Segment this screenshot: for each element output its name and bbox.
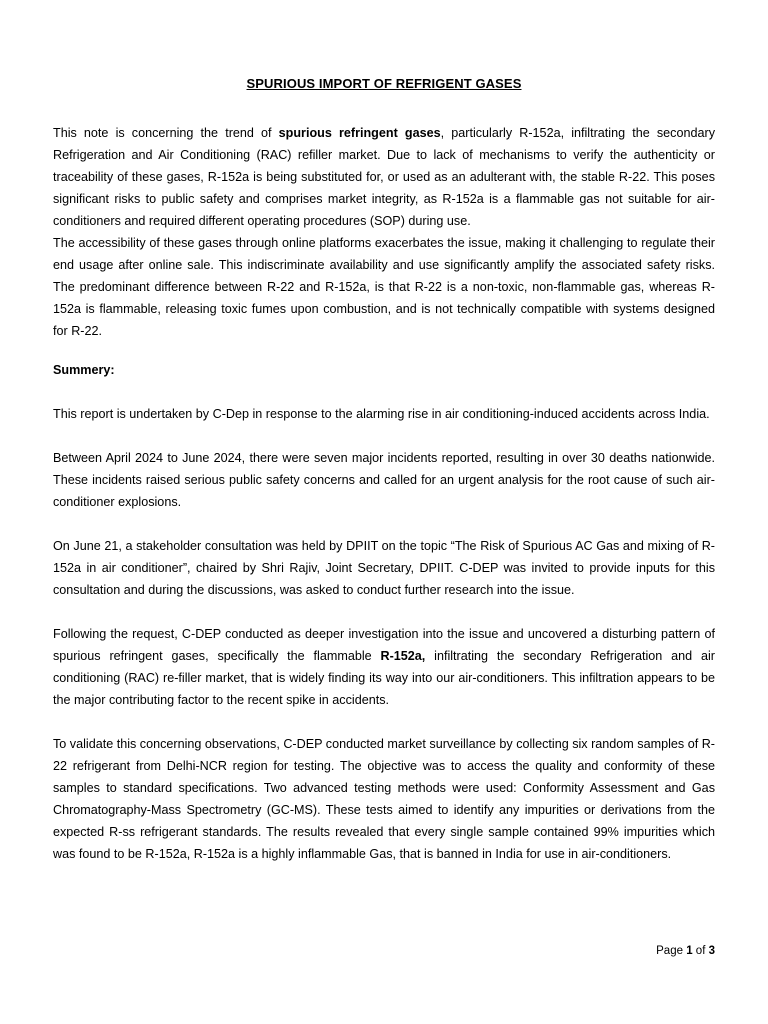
intro-text-end: , particularly R-152a, infiltrating the secondary Refrigeration and Air Conditioning (RAC) refiller market. Due to lack of mechanisms to verify the authenticity or traceability of these gases, R-152a is being substituted for, or used as an adulterant with, the stable R-22. This poses significant risks to public safety and comprises market integrity, as R-152a is a flammable gas not suitable for air-conditioners and required different operating procedures (SOP) during use.	[53, 126, 715, 228]
report-paragraph: This report is undertaken by C-Dep in response to the alarming rise in air conditioning-induced accidents across India.	[53, 407, 710, 421]
document-page	[53, 74, 715, 865]
document-title: SPURIOUS IMPORT OF REFRIGENT GASES	[246, 76, 522, 91]
incidents-paragraph: Between April 2024 to June 2024, there were seven major incidents reported, resulting in over 30 deaths nationwide. These incidents raised serious public safety concerns and called for an urgent analysis for the root cause of such air-conditioner explosions.	[53, 451, 715, 509]
page-number-footer	[656, 943, 715, 959]
consultation-paragraph: On June 21, a stakeholder consultation was held by DPIIT on the topic “The Risk of Spurious AC Gas and mixing of R-152a in air conditioner”, chaired by Shri Rajiv, Joint Secretary, DPIIT. C-DEP was invited to provide inputs for this consultation and during the discussions, was asked to conduct further research into the issue.	[53, 539, 715, 597]
page-of-label: of	[692, 945, 709, 957]
intro-paragraph-2: The accessibility of these gases through online platforms exacerbates the issue, making it challenging to regulate their end usage after online sale. This indiscriminate availability and use significantly amplify the associated safety risks. The predominant difference between R-22 and R-152a, is that R-22 is a non-toxic, non-flammable gas, whereas R-152a is flammable, releasing toxic fumes upon combustion, and is not technically compatible with systems designed for R-22.	[53, 236, 715, 338]
intro-bold-term: spurious refringent gases	[278, 126, 441, 140]
validation-paragraph: To validate this concerning observations, C-DEP conducted market surveillance by collecting six random samples of R-22 refrigerant from Delhi-NCR region for testing. The objective was to access the quality and conformity of these samples to standard specifications. Two advanced testing methods were used: Conformity Assessment and Gas Chromatography-Mass Spectrometry (GC-MS). These tests aimed to identify any impurities or derivations from the expected R-ss refrigerant standards. The results revealed that every single sample contained 99% impurities which was found to be R-152a, R-152a is a highly inflammable Gas, that is banned in India for use in air-conditioners.	[53, 737, 715, 861]
summary-heading-text: Summery:	[53, 363, 115, 377]
page-label: Page	[656, 945, 687, 957]
investigation-text-start: Following the request, C-DEP conducted as deeper investigation into the issue and uncovered a disturbing pattern of spurious refringent gases, specifically the flammable	[53, 627, 715, 663]
investigation-text-end: infiltrating the secondary Refrigeration and air conditioning (RAC) re-filler market, that is widely finding its way into our air-conditioners. This infiltration appears to be the major contributing factor to the recent spike in accidents.	[53, 649, 715, 707]
page-total: 3	[708, 945, 715, 957]
intro-paragraph-1	[53, 122, 715, 232]
investigation-bold-term: R-152a,	[380, 649, 426, 663]
investigation-paragraph	[53, 623, 715, 711]
intro-text-start: This note is concerning the trend of	[53, 126, 279, 140]
page-current: 1	[686, 945, 693, 957]
summary-heading	[53, 359, 715, 381]
